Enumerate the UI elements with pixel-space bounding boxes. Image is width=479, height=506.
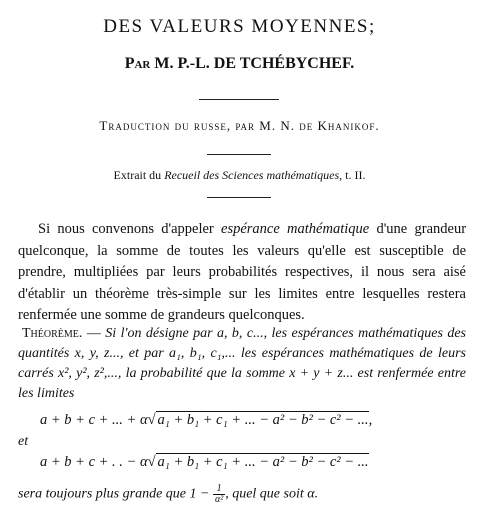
theorem-dash: — — [82, 326, 106, 341]
fraction — [213, 484, 225, 505]
intro-paragraph — [18, 219, 466, 327]
formula-1-radicand: a₁ + b₁ + c₁ + ... − a² − b² − c² − ... — [157, 412, 369, 428]
extract-prefix: Extrait du — [113, 168, 165, 182]
para-text-1: Si nous convenons d'appeler — [38, 221, 222, 237]
formula-upper-limit — [40, 412, 372, 429]
sqrt-sign: √ — [147, 454, 156, 470]
fraction-denominator: α² — [214, 494, 224, 505]
divider-rule — [207, 197, 271, 198]
extract-journal: Recueil des Sciences mathématiques — [164, 168, 340, 182]
theorem-text: Si l'on désigne par a, b, c..., les espérances mathématiques des quantités x, y, z..., et par a₁, b₁, c₁,... les espérances mathématiques de leurs carrés x², y², z²,..., la probabilité que la somme x + y + z... est renfermée entre les limites — [18, 326, 466, 401]
author-line: Par M. P.-L. DE TCHÉBYCHEF. — [124, 55, 355, 72]
theorem-label: Théorème. — [22, 326, 83, 341]
formula-2-prefix: a + b + c + . . − α — [40, 454, 148, 470]
fraction-numerator: 1 — [213, 484, 225, 495]
divider-rule — [199, 99, 279, 100]
sqrt-sign: √ — [147, 412, 156, 428]
theorem-statement — [18, 324, 466, 404]
formula-lower-limit — [40, 454, 369, 471]
paper-title: DES VALEURS MOYENNES; — [103, 16, 376, 37]
extract-suffix: , t. II. — [339, 168, 366, 182]
divider-rule — [207, 154, 271, 155]
conclusion-suffix: , quel que soit α. — [225, 486, 319, 502]
extract-note — [0, 168, 479, 183]
para-emphasis: espérance mathématique — [221, 221, 370, 237]
conjunction-et: et — [18, 434, 29, 449]
formula-1-suffix: , — [368, 412, 373, 428]
conclusion-prefix: sera toujours plus grande que 1 − — [18, 486, 213, 502]
conclusion-line — [18, 484, 318, 505]
translation-credit: Traduction du russe, par M. N. de Khanikof. — [99, 118, 380, 133]
formula-2-radicand: a₁ + b₁ + c₁ + ... − a² − b² − c² − ... — [157, 454, 369, 470]
formula-1-prefix: a + b + c + ... + α — [40, 412, 148, 428]
para-text-2: d'une grandeur quelconque, la somme de toutes les valeurs qu'elle est susceptible de prendre, multipliées par leurs probabilités respectives, il nous sera aisé d'établir un théorème très-simple sur les limites entre lesquelles restera renfermée une somme de grandeurs quelconques. — [18, 221, 467, 323]
